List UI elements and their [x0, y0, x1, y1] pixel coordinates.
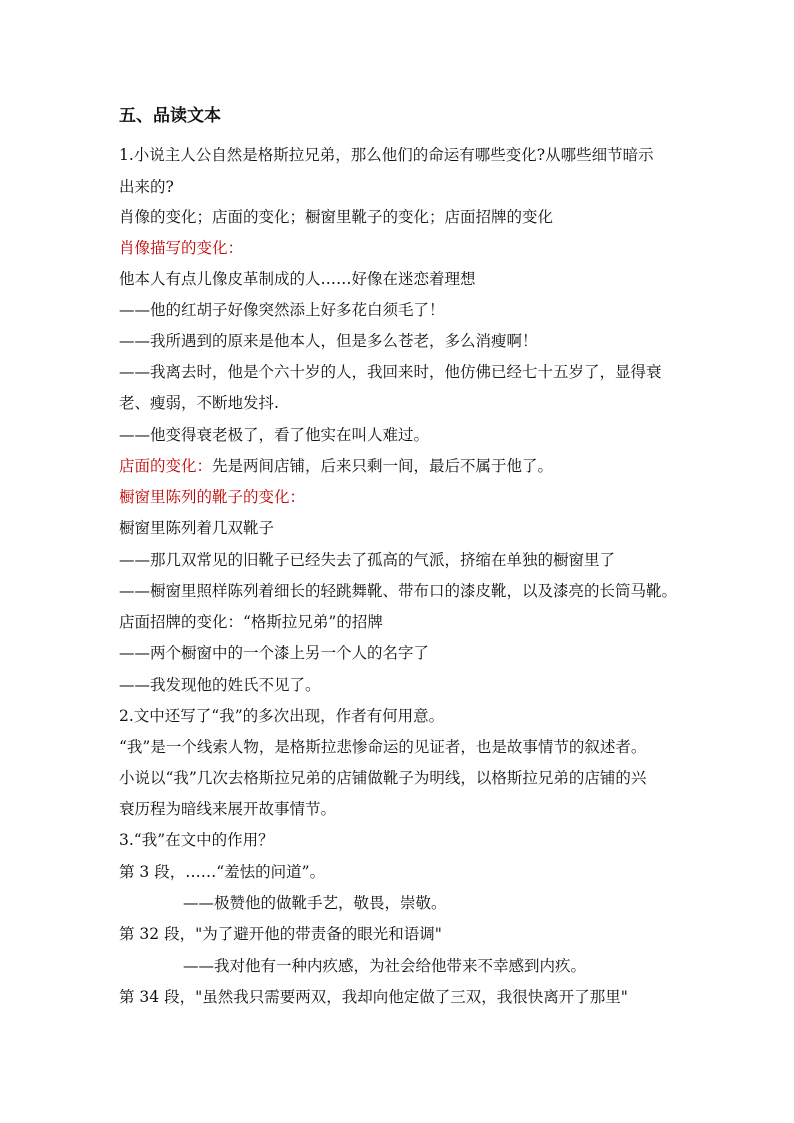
q3-note: ——极赞他的做靴手艺，敬畏，崇敬。	[183, 894, 447, 912]
window-line: ——橱窗里照样陈列着细长的轻跳舞靴、带布口的漆皮靴，以及漆亮的长筒马靴。	[119, 582, 678, 600]
window-line: 橱窗里陈列着几双靴子	[119, 519, 275, 537]
q2-answer-line: “我”是一个线索人物，是格斯拉悲惨命运的见证者，也是故事情节的叙述者。	[119, 738, 647, 756]
q2-question: 2.文中还写了“我”的多次出现，作者有何用意。	[119, 707, 445, 725]
sign-line: ——我发现他的姓氏不见了。	[119, 676, 321, 694]
q3-paragraph-ref: 第 34 段，"虽然我只需要两双，我却向他定做了三双，我很快离开了那里"	[119, 988, 628, 1006]
portrait-label: 肖像描写的变化：	[119, 239, 244, 257]
section-heading: 五、品读文本	[119, 106, 221, 126]
q3-paragraph-ref: 第 3 段，……“羞怯的问道”。	[119, 863, 326, 881]
portrait-line: ——他变得衰老极了，看了他实在叫人难过。	[119, 426, 430, 444]
sign-change: 店面招牌的变化：“格斯拉兄弟”的招牌	[119, 613, 383, 631]
storefront-text: 先是两间店铺，后来只剩一间，最后不属于他了。	[212, 457, 554, 475]
portrait-line: 他本人有点儿像皮革制成的人……好像在迷恋着理想	[119, 270, 476, 288]
q2-answer-line: 衰历程为暗线来展开故事情节。	[119, 800, 337, 818]
q1-question-line-1: 1.小说主人公自然是格斯拉兄弟，那么他们的命运有哪些变化?从哪些细节暗示	[119, 146, 654, 164]
portrait-line: ——我所遇到的原来是他本人，但是多么苍老，多么消瘦啊！	[119, 332, 538, 350]
storefront-change	[119, 456, 553, 476]
storefront-label: 店面的变化：	[119, 457, 213, 475]
q1-question-line-2: 出来的?	[119, 178, 174, 196]
q2-answer-line: 小说以“我”几次去格斯拉兄弟的店铺做靴子为明线，以格斯拉兄弟的店铺的兴	[119, 769, 647, 787]
portrait-line: ——他的红胡子好像突然添上好多花白须毛了！	[119, 301, 445, 319]
q3-paragraph-ref: 第 32 段，"为了避开他的带责备的眼光和语调"	[119, 925, 442, 943]
portrait-line: ——我离去时，他是个六十岁的人，我回来时，他仿佛已经七十五岁了，显得衰	[119, 363, 662, 381]
sign-line: ——两个橱窗中的一个漆上另一个人的名字了	[119, 644, 430, 662]
q3-note: ——我对他有一种内疚感，为社会给他带来不幸感到内疚。	[183, 957, 587, 975]
q3-question: 3.“我”在文中的作用？	[119, 831, 274, 849]
window-label: 橱窗里陈列的靴子的变化：	[119, 488, 306, 506]
window-line: ——那几双常见的旧靴子已经失去了孤高的气派，挤缩在单独的橱窗里了	[119, 551, 616, 569]
portrait-line: 老、瘦弱，不断地发抖.	[119, 394, 279, 412]
q1-summary: 肖像的变化；店面的变化；橱窗里靴子的变化；店面招牌的变化	[119, 208, 554, 226]
